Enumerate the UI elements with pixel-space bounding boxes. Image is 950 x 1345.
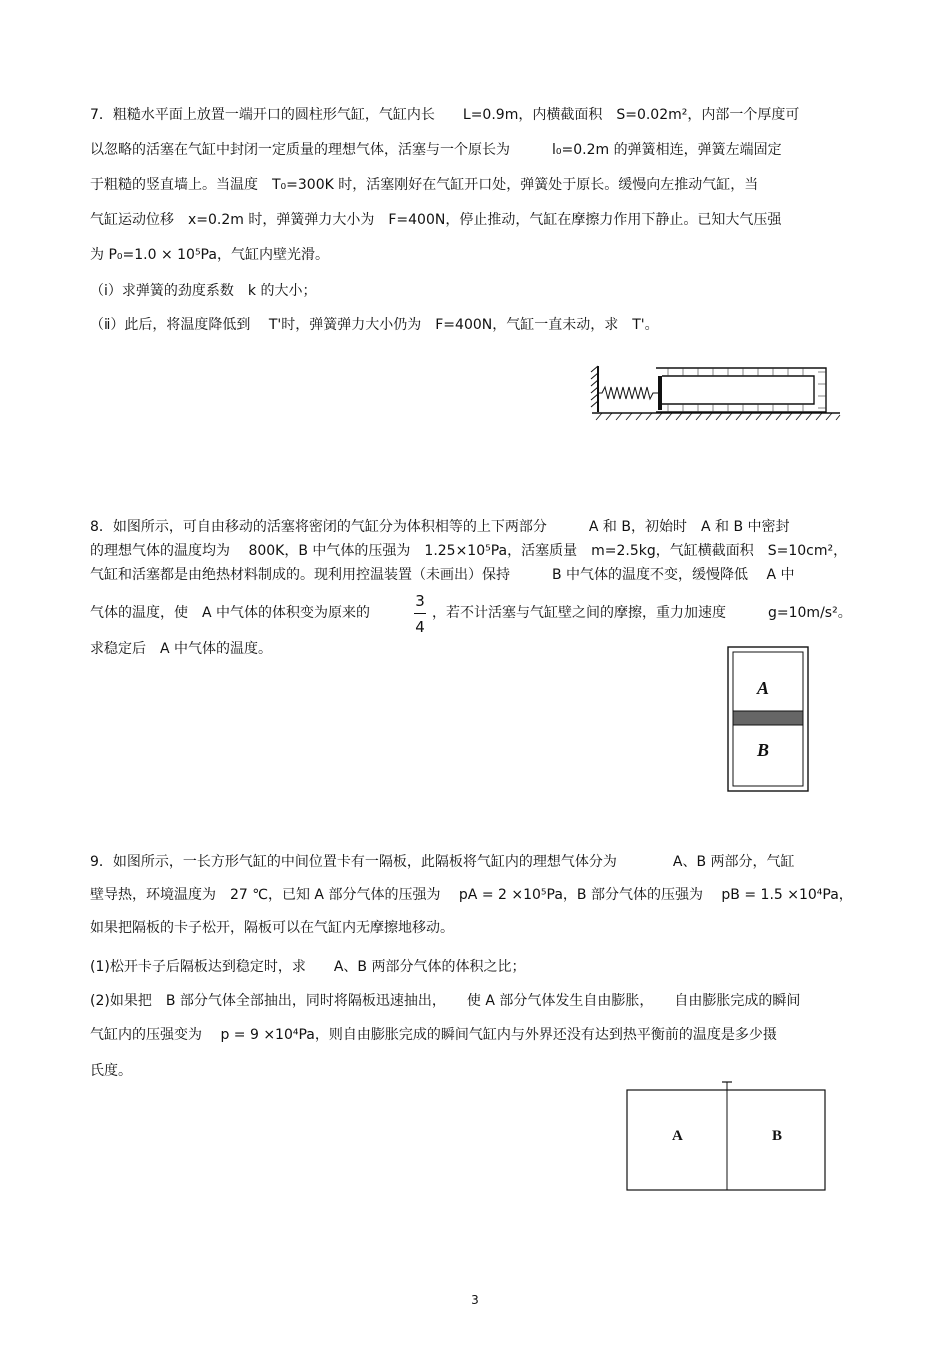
q9-line-1: 9．如图所示，一长方形气缸的中间位置卡有一隔板，此隔板将气缸内的理想气体分为 A、B 两部分，气缸: [90, 854, 795, 870]
q8-fraction-bar: [414, 613, 426, 614]
q9-label-b: B: [772, 1128, 783, 1144]
q7-line-4: 气缸运动位移 x=0.2m 时，弹簧弹力大小为 F=400N，停止推动，气缸在摩擦力作用下静止。已知大气压强: [90, 212, 782, 228]
q7-line-1: 7．粗糙水平面上放置一端开口的圆柱形气缸，气缸内长 L=0.9m，内横截面积 S=0.02m²，内部一个厚度可: [90, 107, 800, 123]
page-number: 3: [471, 1293, 479, 1307]
q8-fraction-numerator: 3: [415, 592, 425, 610]
q8-line-5: 求稳定后 A 中气体的温度。: [90, 641, 273, 657]
q8-label-a: A: [757, 678, 770, 698]
q8-label-b: B: [757, 740, 770, 760]
q8-line-2: 的理想气体的温度均为 800K，B 中气体的压强为 1.25×10⁵Pa，活塞质量 m=2.5kg，气缸横截面积 S=10cm²，: [90, 543, 848, 559]
q7-spring-cylinder-figure: [588, 360, 850, 430]
q9-line-3: 如果把隔板的卡子松开，隔板可以在气缸内无摩擦地移动。: [90, 920, 454, 936]
q7-part-2: （ⅱ）此后，将温度降低到 T'时，弹簧弹力大小仍为 F=400N，气缸一直未动，求 T'。: [90, 317, 659, 333]
q8-line-4a: 气体的温度，使 A 中气体的体积变为原来的: [90, 605, 371, 621]
q9-part-1: (1)松开卡子后隔板达到稳定时，求 A、B 两部分气体的体积之比；: [90, 959, 526, 975]
q9-part-2-continued: 气缸内的压强变为 p = 9 ×10⁴Pa，则自由膨胀完成的瞬间气缸内与外界还没有达到热平衡前的温度是多少摄: [90, 1027, 777, 1043]
q7-line-5: 为 P₀=1.0 × 10⁵Pa，气缸内壁光滑。: [90, 247, 329, 263]
q7-part-1: （ⅰ）求弹簧的劲度系数 k 的大小；: [90, 283, 317, 299]
q8-line-1: 8．如图所示，可自由移动的活塞将密闭的气缸分为体积相等的上下两部分 A 和 B，初始时 A 和 B 中密封: [90, 519, 790, 535]
q9-part-2: (2)如果把 B 部分气体全部抽出，同时将隔板迅速抽出， 使 A 部分气体发生自由膨胀， 自由膨胀完成的瞬间: [90, 993, 801, 1009]
q9-part-2-end: 氏度。: [90, 1063, 132, 1079]
q9-partitioned-box-figure: [626, 1080, 828, 1192]
q7-line-3: 于粗糙的竖直墙上。当温度 T₀=300K 时，活塞刚好在气缸开口处，弹簧处于原长。缓慢向左推动气缸，当: [90, 177, 759, 193]
q9-label-a: A: [672, 1128, 683, 1144]
q9-line-2: 壁导热，环境温度为 27 ℃，已知 A 部分气体的压强为 pA = 2 ×10⁵Pa，B 部分气体的压强为 pB = 1.5 ×10⁴Pa，: [90, 887, 853, 903]
q8-line-3: 气缸和活塞都是由绝热材料制成的。现利用控温装置（未画出）保持 B 中气体的温度不变，缓慢降低 A 中: [90, 567, 795, 583]
q8-line-4b: ，若不计活塞与气缸壁之间的摩擦，重力加速度 g=10m/s²。: [432, 605, 852, 621]
q8-fraction-denominator: 4: [415, 618, 425, 636]
q8-vertical-cylinder-figure: [727, 646, 809, 792]
q7-line-2: 以忽略的活塞在气缸中封闭一定质量的理想气体，活塞与一个原长为 l₀=0.2m 的弹簧相连，弹簧左端固定: [90, 142, 782, 158]
